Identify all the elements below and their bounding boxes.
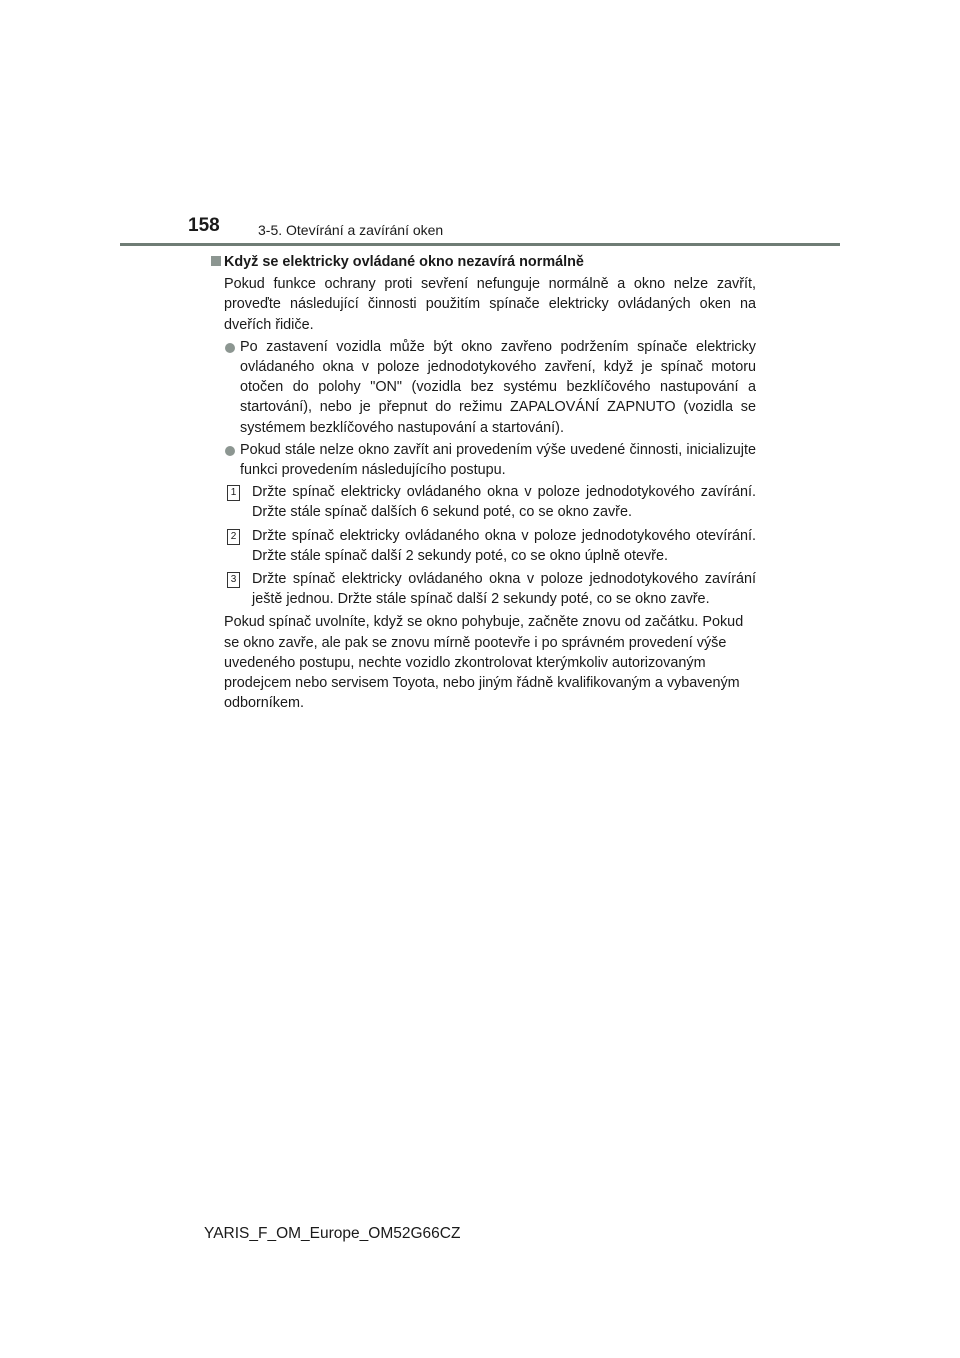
step-item <box>210 569 756 609</box>
bullet-item <box>210 440 756 480</box>
circle-bullet-icon <box>225 343 235 353</box>
step-item <box>210 482 756 522</box>
step-number-badge: 2 <box>227 529 240 545</box>
step-text: Držte spínač elektricky ovládaného okna v poloze jednodotykového otevírání. Držte stále spínač další 2 sekundy poté, co se okno úplně otevře. <box>252 527 756 564</box>
page-header <box>0 0 960 250</box>
bullet-text: Po zastavení vozidla může být okno zavřeno podržením spínače elektricky ovládaného okna v poloze jednodotykového zavření, když je spínač motoru otočen do polohy "ON" (vozidla bez systému bezklíčového nastupování a startování), nebo je přepnut do režimu ZAPALOVÁNÍ ZAPNUTO (vozidla se systémem bezklíčového nastupování a startování). <box>240 338 756 436</box>
step-number-badge: 1 <box>227 485 240 501</box>
intro-paragraph: Pokud funkce ochrany proti sevření nefunguje normálně a okno nelze zavřít, proveďte následující činnosti použitím spínače elektricky ovládaných oken na dveřích řidiče. <box>224 276 756 333</box>
document-code-footer: YARIS_F_OM_Europe_OM52G66CZ <box>204 1225 461 1242</box>
step-text: Držte spínač elektricky ovládaného okna v poloze jednodotykového zavírání ještě jednou. Držte stále spínač další 2 sekundy poté, co se okno zavře. <box>252 571 756 608</box>
circle-bullet-icon <box>225 446 235 456</box>
header-divider <box>120 243 840 246</box>
bullet-item <box>210 337 756 438</box>
section-heading-text: Když se elektricky ovládané okno nezavírá normálně <box>224 254 584 270</box>
step-number-badge: 3 <box>227 572 240 588</box>
step-text: Držte spínač elektricky ovládaného okna v poloze jednodotykového zavírání. Držte stále spínač dalších 6 sekund poté, co se okno zavře. <box>252 484 756 521</box>
section-heading <box>210 252 756 272</box>
page-number: 158 <box>188 215 220 236</box>
step-item <box>210 526 756 566</box>
closing-paragraph: Pokud spínač uvolníte, když se okno pohybuje, začněte znovu od začátku. Pokud se okno zavře, ale pak se znovu mírně pootevře i po správném provedení výše uvedeného postupu, nechte vozidlo zkontrolovat kterýmkoliv autorizovaným prodejcem nebo servisem Toyota, nebo jiným řádně kvalifikovaným a vybaveným odborníkem. <box>224 614 744 712</box>
content-body <box>210 252 756 715</box>
square-bullet-icon <box>211 256 221 266</box>
bullet-text: Pokud stále nelze okno zavřít ani provedením výše uvedené činnosti, inicializujte funkci provedením následujícího postupu. <box>240 441 756 479</box>
section-title: 3-5. Otevírání a zavírání oken <box>258 222 444 238</box>
